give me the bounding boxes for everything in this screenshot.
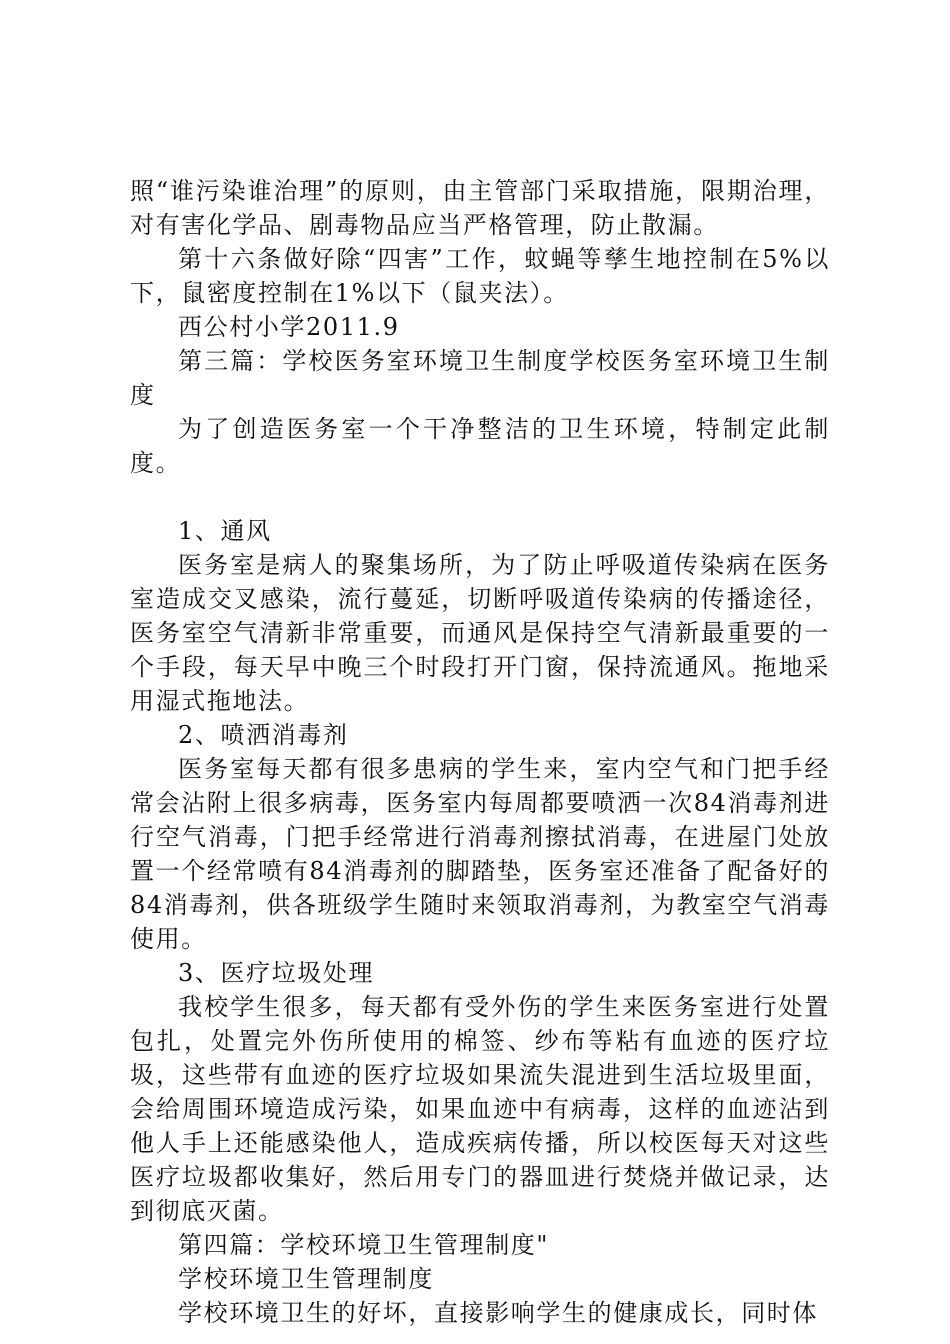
section-heading-medical-waste: 3、医疗垃圾处理 (178, 959, 375, 987)
paragraph-intro: 为了创造医务室一个干净整洁的卫生环境，特制定此制度。 (130, 415, 830, 477)
heading-part-3: 第三篇：学校医务室环境卫生制度学校医务室环境卫生制度 (130, 347, 830, 409)
paragraph-continuation: 照“谁污染谁治理”的原则，由主管部门采取措施，限期治理，对有害化学品、剧毒物品应当严格管理，防止散漏。 (130, 177, 830, 239)
paragraph-ventilation: 医务室是病人的聚集场所，为了防止呼吸道传染病在医务室造成交叉感染，流行蔓延，切断呼吸道传染病的传播途径，医务室空气清新非常重要，而通风是保持空气清新最重要的一个手段，每天早中晚三个时段打开门窗，保持流通风。拖地采用湿式拖地法。 (130, 551, 830, 715)
paragraph-regulation-start: 学校环境卫生的好坏，直接影响学生的健康成长，同时体 (178, 1299, 818, 1327)
heading-part-4: 第四篇：学校环境卫生管理制度" (178, 1231, 550, 1259)
paragraph-signature: 西公村小学2011.9 (178, 313, 400, 341)
section-heading-disinfectant: 2、喷洒消毒剂 (178, 721, 349, 749)
document-body (130, 174, 830, 1330)
heading-regulation-title: 学校环境卫生管理制度 (178, 1265, 434, 1293)
paragraph-disinfectant: 医务室每天都有很多患病的学生来，室内空气和门把手经常会沾附上很多病毒，医务室内每周都要喷洒一次84消毒剂进行空气消毒，门把手经常进行消毒剂擦拭消毒，在进屋门处放置一个经常喷有84消毒剂的脚踏垫，医务室还准备了配备好的84消毒剂，供各班级学生随时来领取消毒剂，为教室空气消毒使用。 (130, 755, 830, 953)
paragraph-article-16: 第十六条做好除“四害”工作，蚊蝇等孳生地控制在5%以下，鼠密度控制在1%以下（鼠夹法）。 (130, 245, 830, 307)
section-heading-ventilation: 1、通风 (178, 517, 272, 545)
paragraph-medical-waste: 我校学生很多，每天都有受外伤的学生来医务室进行处置包扎，处置完外伤所使用的棉签、纱布等粘有血迹的医疗垃圾，这些带有血迹的医疗垃圾如果流失混进到生活垃圾里面，会给周围环境造成污染，如果血迹中有病毒，这样的血迹沾到他人手上还能感染他人，造成疾病传播，所以校医每天对这些医疗垃圾都收集好，然后用专门的器皿进行焚烧并做记录，达到彻底灭菌。 (130, 993, 830, 1225)
blank-line (130, 480, 830, 514)
